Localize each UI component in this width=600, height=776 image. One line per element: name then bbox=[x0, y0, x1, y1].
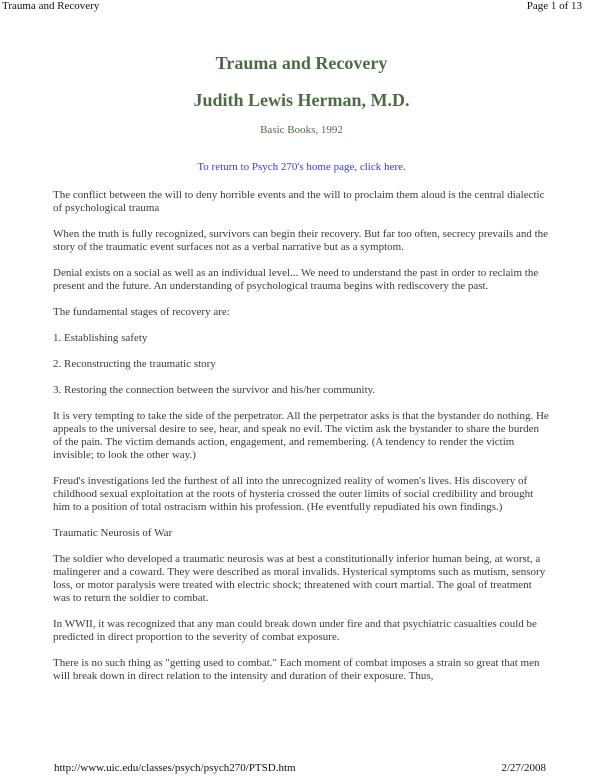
section-heading: Traumatic Neurosis of War bbox=[53, 527, 173, 539]
footer-url: http://www.uic.edu/classes/psych/psych270/PTSD.htm bbox=[54, 762, 296, 774]
paragraph: There is no such thing as "getting used to combat." Each moment of combat imposes a strain so great that men will break down in direct relation to the intensity and duration of their exposure. Thus, bbox=[53, 657, 540, 682]
paragraph: When the truth is fully recognized, survivors can begin their recovery. But far too often, secrecy prevails and the story of the traumatic event surfaces not as a verbal narrative but as a symptom. bbox=[53, 228, 549, 253]
publisher-info: Basic Books, 1992 bbox=[260, 124, 343, 136]
paragraph: The conflict between the will to deny horrible events and the will to proclaim them aloud is the central dialectic of psychological trauma bbox=[53, 189, 545, 214]
header-page-number: Page 1 of 13 bbox=[526, 0, 582, 12]
paragraph: The fundamental stages of recovery are: bbox=[53, 306, 230, 318]
return-home-link[interactable]: To return to Psych 270's home page, click here. bbox=[197, 161, 406, 173]
paragraph: It is very tempting to take the side of the perpetrator. All the perpetrator asks is that the bystander do nothing. He appeals to the universal desire to see, hear, and speak no evil. The victim ask the bystander to share the burden of the pain. The victim demands action, engagement, and remembering. (A tendency to render the victim invisible; to look the other way.) bbox=[53, 410, 549, 461]
body-text bbox=[53, 189, 550, 683]
list-item: 2. Reconstructing the traumatic story bbox=[53, 358, 216, 370]
header-doc-title: Trauma and Recovery bbox=[2, 0, 100, 12]
document-title: Trauma and Recovery bbox=[215, 53, 388, 73]
paragraph: Freud's investigations led the furthest of all into the unrecognized reality of women's lives. His discovery of childhood sexual exploitation at the roots of hysteria crossed the outer limits of social credibility and brought him to a position of total ostracism within his profession. (He eventfully repudiated his own findings.) bbox=[53, 475, 534, 513]
list-item: 1. Establishing safety bbox=[53, 332, 148, 344]
page-footer bbox=[0, 760, 600, 776]
paragraph: The soldier who developed a traumatic neurosis was at best a constitutionally inferior human being, at worst, a malingerer and a coward. They were described as moral invalids. Hysterical symptoms such as mutism, sensory loss, or motor paralysis were treated with electric shock; threatened with court martial. The goal of treatment was to return the soldier to combat. bbox=[53, 553, 546, 604]
footer-date: 2/27/2008 bbox=[501, 762, 546, 774]
page-header bbox=[0, 0, 600, 14]
document-author: Judith Lewis Herman, M.D. bbox=[193, 90, 410, 110]
list-item: 3. Restoring the connection between the survivor and his/her community. bbox=[53, 384, 376, 396]
document-content bbox=[53, 52, 550, 696]
paragraph: Denial exists on a social as well as an individual level... We need to understand the past in order to reclaim the present and the future. An understanding of psychological trauma begins with rediscovery the past. bbox=[53, 267, 539, 292]
paragraph: In WWII, it was recognized that any man could break down under fire and that psychiatric casualties could be predicted in direct proportion to the severity of combat exposure. bbox=[53, 618, 537, 643]
